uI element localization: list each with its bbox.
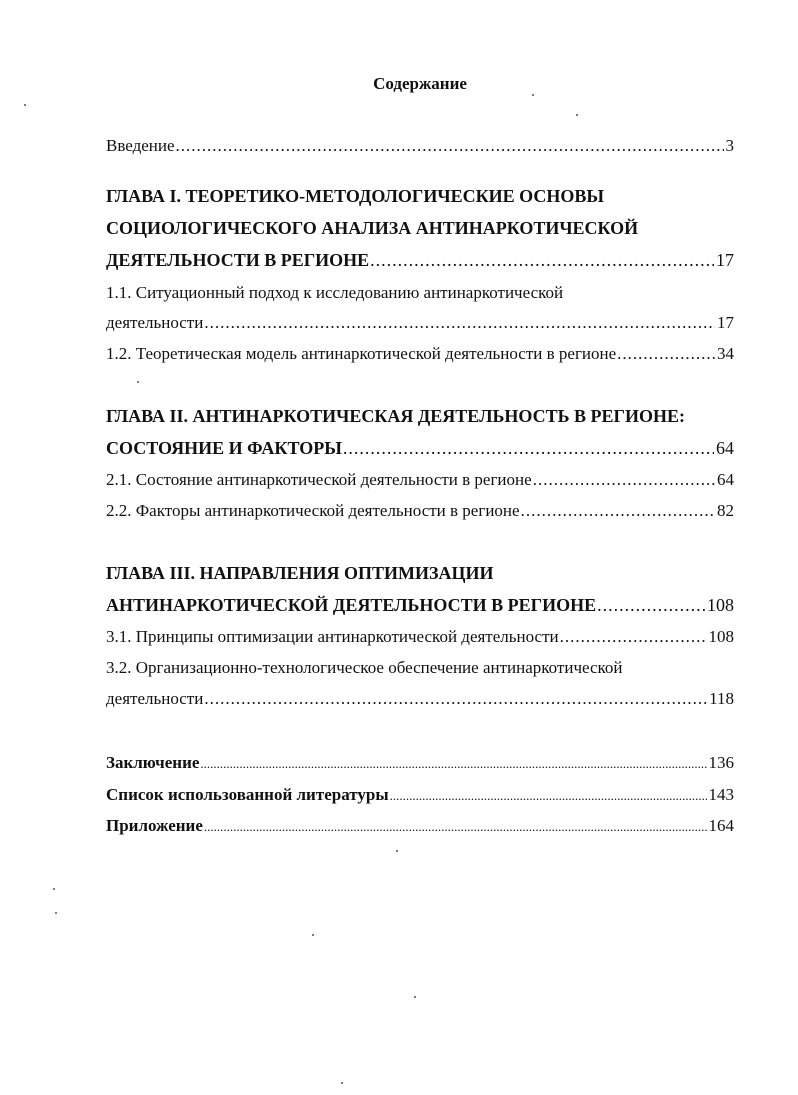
toc-entry-introduction[interactable]	[106, 136, 734, 160]
dot-leader	[533, 470, 715, 490]
chapter-2-heading-line-1[interactable]: ГЛАВА II. АНТИНАРКОТИЧЕСКАЯ ДЕЯТЕЛЬНОСТЬ В РЕГИОНЕ:	[106, 406, 685, 426]
toc-entry-1-1-line-2[interactable]: деятельности ..... 17	[106, 313, 734, 337]
scan-speck	[414, 996, 416, 998]
toc-entry-2-1[interactable]: 2.1. Состояние антинаркотической деятельности в регионе ..... 64	[106, 470, 734, 494]
toc-entry-1-2[interactable]: 1.2. Теоретическая модель антинаркотической деятельности в регионе ..... 34	[106, 344, 734, 368]
dot-leader	[176, 136, 724, 156]
toc-entry-3-1[interactable]: 3.1. Принципы оптимизации антинаркотической деятельности ..... 108	[106, 627, 734, 651]
toc-entry-appendix[interactable]: Приложение ..... 164	[106, 816, 734, 840]
scan-speck	[576, 114, 578, 116]
chapter-2-heading-line-2[interactable]: СОСТОЯНИЕ И ФАКТОРЫ ..... 64	[106, 438, 734, 462]
toc-entry-page: 136	[708, 753, 734, 772]
toc-entry-page: 3	[725, 136, 734, 155]
toc-entry-label: Введение	[106, 136, 175, 155]
dot-leader	[343, 438, 714, 459]
scan-speck	[396, 850, 398, 852]
toc-entry-page: 82	[717, 501, 734, 520]
dot-leader	[204, 313, 715, 333]
toc-entry-2-2[interactable]: 2.2. Факторы антинаркотической деятельности в регионе ..... 82	[106, 501, 734, 525]
toc-entry-page: 143	[708, 785, 734, 804]
scan-speck	[24, 104, 26, 106]
toc-entry-page: 64	[717, 470, 734, 489]
dot-leader	[560, 627, 707, 647]
scan-speck	[137, 381, 139, 383]
chapter-1-heading-line-2[interactable]: СОЦИОЛОГИЧЕСКОГО АНАЛИЗА АНТИНАРКОТИЧЕСКОЙ	[106, 218, 639, 238]
chapter-1-heading-line-3[interactable]: ДЕЯТЕЛЬНОСТИ В РЕГИОНЕ ..... 17	[106, 250, 734, 274]
scan-speck	[532, 94, 534, 96]
toc-entry-page: 118	[709, 689, 734, 708]
dot-leader	[200, 756, 706, 772]
scan-speck	[53, 888, 55, 890]
dot-leader	[204, 819, 707, 835]
toc-entry-page: 17	[716, 250, 734, 270]
dot-leader	[617, 344, 715, 364]
toc-entry-references[interactable]: Список использованной литературы ..... 143	[106, 785, 734, 809]
toc-entry-1-1-line-1[interactable]: 1.1. Ситуационный подход к исследованию антинаркотической	[106, 283, 564, 302]
toc-entry-page: 108	[708, 627, 734, 646]
chapter-3-heading-line-1[interactable]: ГЛАВА III. НАПРАВЛЕНИЯ ОПТИМИЗАЦИИ	[106, 563, 494, 583]
toc-entry-3-2-line-2[interactable]: деятельности ..... 118	[106, 689, 734, 713]
toc-entry-page: 64	[716, 438, 734, 458]
toc-entry-page: 164	[708, 816, 734, 835]
dot-leader	[204, 689, 707, 709]
dot-leader	[597, 595, 705, 616]
dot-leader	[390, 788, 707, 804]
toc-entry-conclusion[interactable]: Заключение ..... 136	[106, 753, 734, 777]
toc-entry-page: 34	[717, 344, 734, 363]
toc-entry-page: 17	[717, 313, 734, 332]
dot-leader	[370, 250, 714, 271]
chapter-3-heading-line-2[interactable]: АНТИНАРКОТИЧЕСКОЙ ДЕЯТЕЛЬНОСТИ В РЕГИОНЕ ..... 108	[106, 595, 734, 619]
page-title: Содержание	[373, 74, 467, 93]
scan-speck	[55, 912, 57, 914]
toc-entry-3-2-line-1[interactable]: 3.2. Организационно-технологическое обеспечение антинаркотической	[106, 658, 623, 677]
chapter-1-heading-line-1[interactable]: ГЛАВА I. ТЕОРЕТИКО-МЕТОДОЛОГИЧЕСКИЕ ОСНОВЫ	[106, 186, 605, 206]
dot-leader	[521, 501, 715, 521]
scan-speck	[312, 934, 314, 936]
toc-entry-page: 108	[707, 595, 734, 615]
scan-speck	[341, 1082, 343, 1084]
